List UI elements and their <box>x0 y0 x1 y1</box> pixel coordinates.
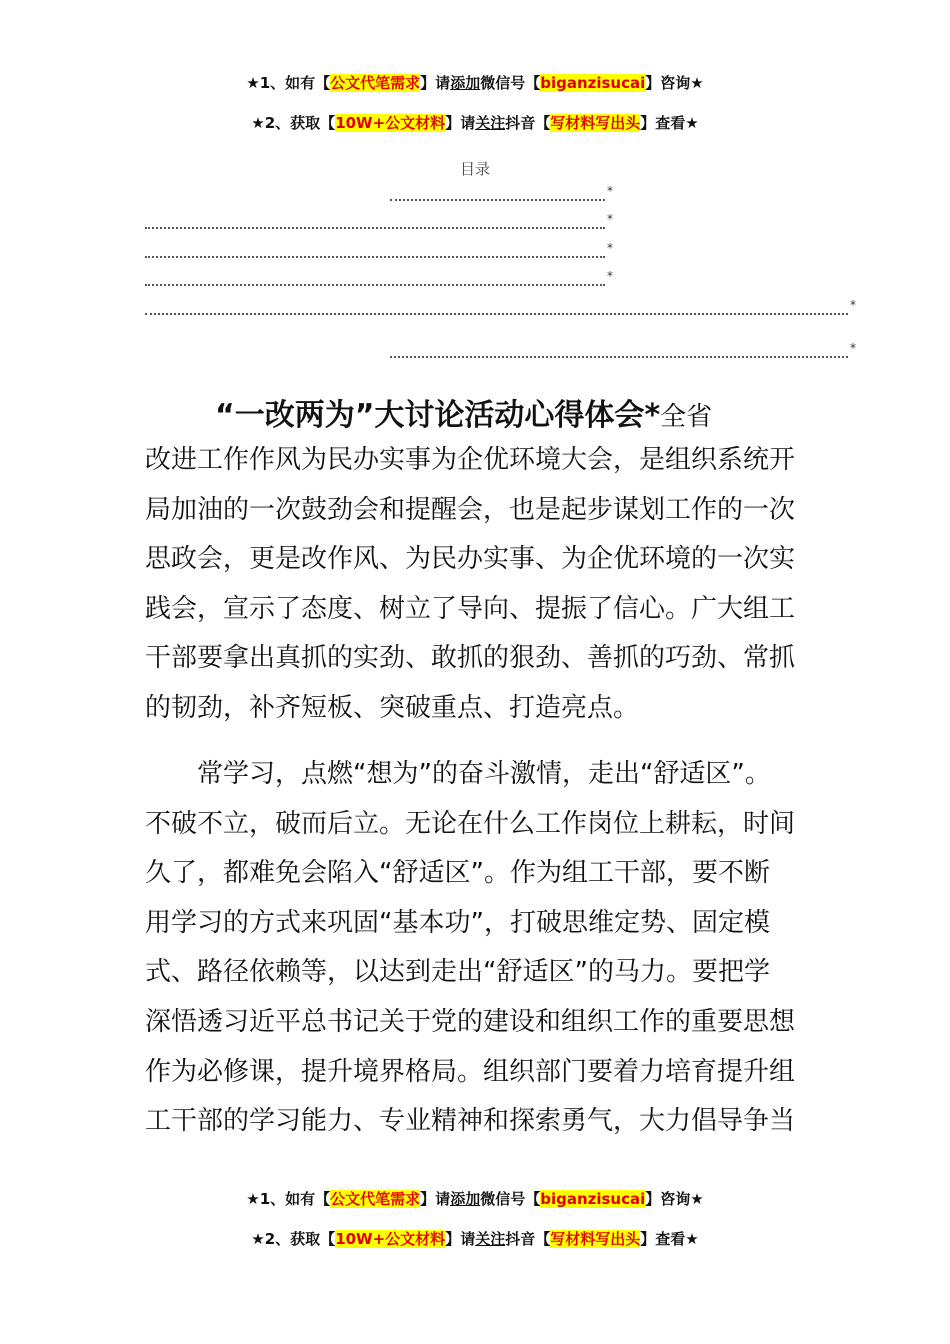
banner-highlight-douyin: 写材料写出头 <box>550 1230 641 1248</box>
paragraph-line: 深悟透习近平总书记关于党的建设和组织工作的重要思想 <box>145 1006 796 1037</box>
banner-prefix: ★2、获取【 <box>251 114 336 132</box>
article-title-line <box>215 390 712 434</box>
paragraph-line: 思政会，更是改作风、为民办实事、为企优环境的一次实 <box>145 544 796 575</box>
paragraph-line: 式、路径依赖等，以达到走出“舒适区”的马力。要把学 <box>145 957 770 988</box>
banner-highlight-douyin: 写材料写出头 <box>550 114 641 132</box>
toc-marker: * <box>607 241 613 255</box>
toc-marker: * <box>607 269 613 283</box>
banner-highlight-wechat-id: biganzisucai <box>540 1190 646 1208</box>
paragraph-line: 常学习，点燃“想为”的奋斗激情，走出“舒适区”。 <box>197 759 771 789</box>
banner-text: 抖音【 <box>505 1230 551 1248</box>
paragraph-line: 践会，宣示了态度、树立了导向、提振了信心。广大组工 <box>145 593 796 624</box>
article-paragraph-2 <box>145 750 825 1147</box>
article-paragraph-1 <box>145 436 825 734</box>
banner-text: 】请 <box>445 114 476 132</box>
toc-marker: * <box>607 184 613 198</box>
paragraph-line: 改进工作作风为民办实事为企优环境大会，是组织系统开 <box>145 445 796 475</box>
banner-suffix: 】查看★ <box>640 114 699 132</box>
toc-leader-row[interactable] <box>145 213 605 229</box>
paragraph-line: 的韧劲，补齐短板、突破重点、打造亮点。 <box>145 692 640 723</box>
toc-leader-row[interactable] <box>145 299 848 315</box>
banner-prefix: ★1、如有【 <box>246 74 331 92</box>
banner-underline-follow: 关注 <box>475 1230 506 1248</box>
paragraph-line: 工干部的学习能力、专业精神和探索勇气，大力倡导争当 <box>145 1106 796 1137</box>
bottom-banner-line-2 <box>0 1228 950 1249</box>
banner-highlight-materials: 10W+公文材料 <box>335 1230 446 1248</box>
banner-suffix: 】咨询★ <box>645 74 704 92</box>
banner-highlight-wechat-id: biganzisucai <box>540 74 646 92</box>
banner-text: 抖音【 <box>505 114 551 132</box>
toc-title: 目录 <box>459 160 490 178</box>
banner-highlight-service: 公文代笔需求 <box>330 74 421 92</box>
toc-leader-row[interactable] <box>145 270 605 286</box>
banner-text: 】请 <box>445 1230 476 1248</box>
paragraph-line: 作为必修课，提升境界格局。组织部门要着力培育提升组 <box>145 1056 796 1087</box>
toc-leader-row[interactable] <box>390 342 848 358</box>
banner-text: 微信号【 <box>480 1190 541 1208</box>
paragraph-line: 不破不立，破而后立。无论在什么工作岗位上耕耘，时间 <box>145 808 796 839</box>
banner-highlight-materials: 10W+公文材料 <box>335 114 446 132</box>
top-banner-line-2 <box>0 112 950 133</box>
banner-suffix: 】咨询★ <box>645 1190 704 1208</box>
banner-underline-follow: 关注 <box>475 114 506 132</box>
title-marker: * <box>644 398 661 433</box>
top-banner-line-1 <box>0 72 950 93</box>
toc-marker: * <box>850 341 856 355</box>
banner-text: 】请 <box>420 1190 451 1208</box>
banner-prefix: ★2、获取【 <box>251 1230 336 1248</box>
article-title-tail: 全省 <box>660 402 713 432</box>
banner-highlight-service: 公文代笔需求 <box>330 1190 421 1208</box>
toc-leader-row[interactable] <box>390 185 605 201</box>
banner-text: 】请 <box>420 74 451 92</box>
paragraph-line: 用学习的方式来巩固“基本功”，打破思维定势、固定模 <box>145 907 770 938</box>
toc-marker: * <box>607 212 613 226</box>
paragraph-line: 局加油的一次鼓劲会和提醒会，也是起步谋划工作的一次 <box>145 494 796 525</box>
banner-suffix: 】查看★ <box>640 1230 699 1248</box>
toc-marker: * <box>850 298 856 312</box>
banner-prefix: ★1、如有【 <box>246 1190 331 1208</box>
toc-leader-row[interactable] <box>145 242 605 258</box>
paragraph-line: 久了，都难免会陷入“舒适区”。作为组工干部，要不断 <box>145 858 770 889</box>
banner-underline-add: 添加 <box>450 74 481 92</box>
banner-text: 微信号【 <box>480 74 541 92</box>
banner-underline-add: 添加 <box>450 1190 481 1208</box>
bottom-banner-line-1 <box>0 1188 950 1209</box>
article-title: “一改两为”大讨论活动心得体会 <box>215 398 645 433</box>
paragraph-line: 干部要拿出真抓的实劲、敢抓的狠劲、善抓的巧劲、常抓 <box>145 643 796 674</box>
